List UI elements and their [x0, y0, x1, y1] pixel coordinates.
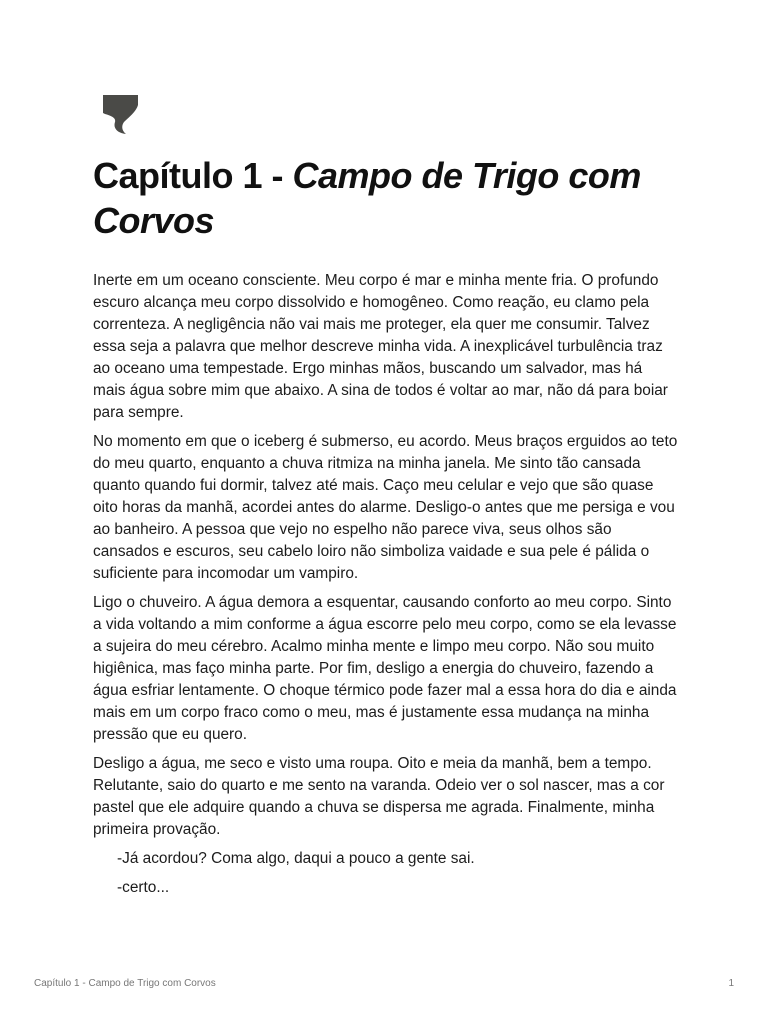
- footer-page-number: 1: [728, 978, 734, 989]
- dialog-line: -Já acordou? Coma algo, daqui a pouco a gente sai.: [117, 850, 475, 867]
- paragraph: Inerte em um oceano consciente. Meu corpo é mar e minha mente fria. O profundo escuro alcança meu corpo dissolvido e homogêneo. Como reação, eu clamo pela correnteza. A negligência não vai mais me proteger, ela quer me consumir. Talvez essa seja a palavra que melhor descreve minha vida. A inexplicável turbulência traz ao oceano uma tempestade. Ergo minhas mãos, buscando um salvador, mas há mais água sobre mim que abaixo. A sina de todos é voltar ao mar, não dá para boiar para sempre.: [93, 272, 668, 421]
- paragraph: Ligo o chuveiro. A água demora a esquentar, causando conforto ao meu corpo. Sinto a vida voltando a mim conforme a água escorre pelo meu corpo, como se ela levasse a sujeira do meu cérebro. Acalmo minha mente e limpo meu corpo. Não sou muito higiênica, mas faço minha parte. Por fim, desligo a energia do chuveiro, fazendo a água esfriar lentamente. O choque térmico pode fazer mal a essa hora do dia e ainda mais em um corpo fraco como o meu, mas é justamente essa mudança na minha pressão que eu quero.: [93, 594, 677, 743]
- chapter-title: [93, 153, 693, 243]
- dialog-line: -certo...: [117, 879, 170, 896]
- chapter-title-italic: Campo de Trigo com Corvos: [93, 155, 641, 241]
- chapter-title-main: Capítulo 1 -: [93, 155, 293, 196]
- chapter-body: [93, 270, 678, 906]
- paragraph: No momento em que o iceberg é submerso, eu acordo. Meus braços erguidos ao teto do meu quarto, enquanto a chuva ritmiza na minha janela. Me sinto tão cansada quanto quando fui dormir, talvez até mais. Caço meu celular e vejo que são quase oito horas da manhã, acordei antes do alarme. Desligo-o antes que me persiga e vou ao banheiro. A pessoa que vejo no espelho não parece viva, seus olhos são cansados e escuros, seu cabelo loiro não simboliza vaidade e sua pele é pálida o suficiente para incomodar um vampiro.: [93, 433, 678, 582]
- paragraph: Desligo a água, me seco e visto uma roupa. Oito e meia da manhã, bem a tempo. Relutante, saio do quarto e me sento na varanda. Odeio ver o sol nascer, mas a cor pastel que ele adquire quando a chuva se dispersa me agrada. Finalmente, minha primeira provação.: [93, 755, 665, 838]
- footer-document-title: Capítulo 1 - Campo de Trigo com Corvos: [34, 978, 216, 989]
- document-logo-icon: [102, 95, 140, 135]
